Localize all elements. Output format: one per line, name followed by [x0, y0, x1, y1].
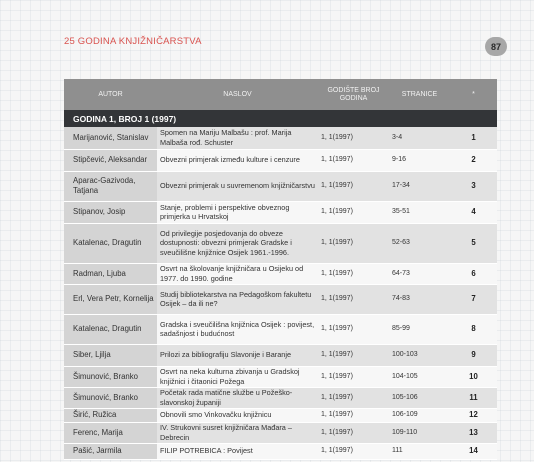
table-row	[64, 171, 497, 201]
table-header-row	[64, 79, 497, 110]
section-title: GODINA 1, BROJ 1 (1997)	[64, 110, 497, 127]
pages-cell: 35-51	[389, 201, 450, 223]
table-row	[64, 408, 497, 422]
issue-cell: 1, 1(1997)	[318, 443, 389, 459]
pages-cell: 106-109	[389, 408, 450, 422]
author-cell: Stipčević, Aleksandar	[64, 149, 157, 171]
title-cell: Od privilegije posjedovanja do obveze dostupnosti: obvezni primjerak Gradske i sveučilišne knjižnice Osijek 1961.-1996.	[157, 223, 318, 263]
issue-cell: 1, 1(1997)	[318, 201, 389, 223]
title-cell: IV. Strukovni susret knjižničara Mađara – Debrecin	[157, 422, 318, 443]
page-number-badge: 87	[485, 37, 507, 56]
author-cell: Siber, Ljilja	[64, 344, 157, 366]
title-cell: Obvezni primjerak u suvremenom knjižničarstvu	[157, 171, 318, 201]
header-title: NASLOV	[157, 79, 318, 110]
number-cell: 14	[450, 443, 497, 459]
header-issue: GODIŠTE BROJ GODINA	[318, 79, 389, 110]
issue-cell: 1, 1(1997)	[318, 284, 389, 314]
title-cell: Prilozi za bibliografiju Slavonije i Baranje	[157, 344, 318, 366]
number-cell: 11	[450, 387, 497, 408]
issue-cell: 1, 1(1997)	[318, 149, 389, 171]
pages-cell: 9-16	[389, 149, 450, 171]
author-cell: Šimunović, Branko	[64, 387, 157, 408]
issue-cell: 1, 1(1997)	[318, 366, 389, 387]
table-row	[64, 284, 497, 314]
pages-cell: 64-73	[389, 263, 450, 284]
title-cell: Spomen na Mariju Malbašu : prof. Marija Malbaša rođ. Schuster	[157, 127, 318, 149]
author-cell: Radman, Ljuba	[64, 263, 157, 284]
author-cell: Ferenc, Marija	[64, 422, 157, 443]
author-cell: Aparac-Gazivoda, Tatjana	[64, 171, 157, 201]
number-cell: 3	[450, 171, 497, 201]
pages-cell: 85-99	[389, 314, 450, 344]
table-row	[64, 263, 497, 284]
table-row	[64, 344, 497, 366]
pages-cell: 3-4	[389, 127, 450, 149]
header-author: AUTOR	[64, 79, 157, 110]
number-cell: 6	[450, 263, 497, 284]
bibliography-table-container	[64, 79, 497, 460]
number-cell: 7	[450, 284, 497, 314]
title-cell: Gradska i sveučilišna knjižnica Osijek : povijest, sadašnjost i budućnost	[157, 314, 318, 344]
title-cell: Početak rada matične službe u Požeško-slavonskoj županiji	[157, 387, 318, 408]
issue-cell: 1, 1(1997)	[318, 223, 389, 263]
pages-cell: 104-105	[389, 366, 450, 387]
issue-cell: 1, 1(1997)	[318, 408, 389, 422]
author-cell: Katalenac, Dragutin	[64, 223, 157, 263]
pages-cell: 105-106	[389, 387, 450, 408]
number-cell: 8	[450, 314, 497, 344]
issue-cell: 1, 1(1997)	[318, 344, 389, 366]
number-cell: 13	[450, 422, 497, 443]
number-cell: 1	[450, 127, 497, 149]
author-cell: Marijanović, Stanislav	[64, 127, 157, 149]
title-cell: Obvezni primjerak između kulture i cenzure	[157, 149, 318, 171]
page-header-title: 25 GODINA KNJIŽNIČARSTVA	[64, 36, 202, 47]
pages-cell: 17-34	[389, 171, 450, 201]
issue-cell: 1, 1(1997)	[318, 127, 389, 149]
author-cell: Širić, Ružica	[64, 408, 157, 422]
table-row	[64, 387, 497, 408]
number-cell: 2	[450, 149, 497, 171]
issue-cell: 1, 1(1997)	[318, 387, 389, 408]
table-row	[64, 149, 497, 171]
table-row	[64, 223, 497, 263]
header-number: *	[450, 79, 497, 110]
pages-cell: 111	[389, 443, 450, 459]
number-cell: 5	[450, 223, 497, 263]
table-row	[64, 366, 497, 387]
issue-cell: 1, 1(1997)	[318, 171, 389, 201]
table-row	[64, 201, 497, 223]
title-cell: Obnovili smo Vinkovačku knjižnicu	[157, 408, 318, 422]
table-row	[64, 127, 497, 149]
table-row	[64, 443, 497, 459]
header-pages: STRANICE	[389, 79, 450, 110]
pages-cell: 52-63	[389, 223, 450, 263]
table-row	[64, 314, 497, 344]
bibliography-table	[64, 79, 497, 460]
issue-cell: 1, 1(1997)	[318, 314, 389, 344]
number-cell: 9	[450, 344, 497, 366]
author-cell: Pašić, Jarmila	[64, 443, 157, 459]
pages-cell: 74-83	[389, 284, 450, 314]
pages-cell: 100-103	[389, 344, 450, 366]
title-cell: Stanje, problemi i perspektive obveznog primjerka u Hrvatskoj	[157, 201, 318, 223]
number-cell: 4	[450, 201, 497, 223]
author-cell: Katalenac, Dragutin	[64, 314, 157, 344]
number-cell: 12	[450, 408, 497, 422]
author-cell: Šimunović, Branko	[64, 366, 157, 387]
author-cell: Erl, Vera Petr, Kornelija	[64, 284, 157, 314]
title-cell: Osvrt na školovanje knjižničara u Osijeku od 1977. do 1990. godine	[157, 263, 318, 284]
issue-cell: 1, 1(1997)	[318, 422, 389, 443]
author-cell: Stipanov, Josip	[64, 201, 157, 223]
table-row	[64, 422, 497, 443]
section-row	[64, 110, 497, 127]
issue-cell: 1, 1(1997)	[318, 263, 389, 284]
title-cell: FILIP POTREBICA : Povijest	[157, 443, 318, 459]
title-cell: Osvrt na neka kulturna zbivanja u Gradskoj knjižnici i čitaonici Požega	[157, 366, 318, 387]
title-cell: Studij bibliotekarstva na Pedagoškom fakultetu Osijek – da ili ne?	[157, 284, 318, 314]
pages-cell: 109-110	[389, 422, 450, 443]
number-cell: 10	[450, 366, 497, 387]
